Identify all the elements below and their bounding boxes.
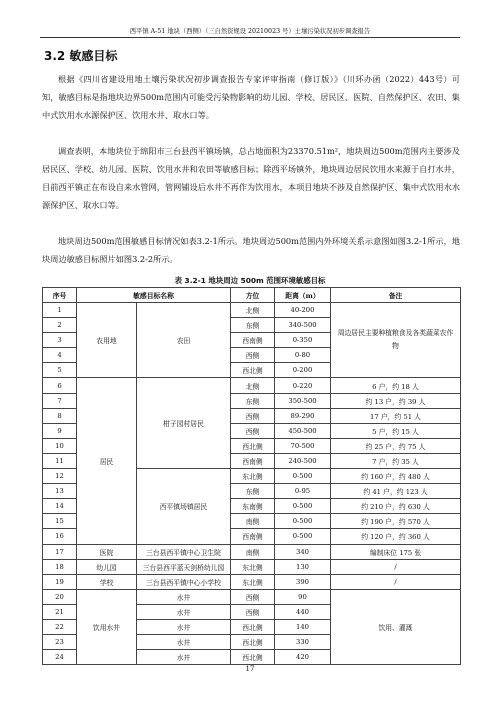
name-well: 水井 <box>137 604 231 619</box>
row-distance: 70-500 <box>275 438 331 453</box>
group-wells: 饮用水井 <box>77 589 137 664</box>
row-direction: 东北侧 <box>231 469 275 484</box>
group-school: 学校 <box>77 574 137 589</box>
row-direction: 东南侧 <box>231 499 275 514</box>
name-kindergarten: 三台县西平蓝天剑桥幼儿园 <box>137 559 231 574</box>
row-direction: 南侧 <box>231 514 275 529</box>
row-direction: 西南侧 <box>231 333 275 348</box>
name-hospital: 三台县西平镇中心卫生院 <box>137 544 231 559</box>
header-no: 序号 <box>43 288 77 303</box>
row-distance: 340 <box>275 544 331 559</box>
row-remark: 约 210 户，约 630 人 <box>331 499 461 514</box>
row-direction: 东侧 <box>231 318 275 333</box>
remark-wells: 饮用、灌溉 <box>331 589 461 664</box>
row-distance: 450-500 <box>275 423 331 438</box>
name-well: 水井 <box>137 619 231 634</box>
row-direction: 西侧 <box>231 348 275 363</box>
name-well: 水井 <box>137 589 231 604</box>
row-distance: 89-290 <box>275 408 331 423</box>
row-remark: 17 户，约 51 人 <box>331 408 461 423</box>
table-row <box>43 574 461 589</box>
page-number: 17 <box>245 665 255 673</box>
row-distance: 0-500 <box>275 529 331 544</box>
row-distance: 0-350 <box>275 333 331 348</box>
row-direction: 西北侧 <box>231 619 275 634</box>
row-no: 8 <box>43 408 77 423</box>
name-orange-village: 柑子园村居民 <box>137 378 231 469</box>
name-well: 水井 <box>137 650 231 665</box>
section-title: 3.2 敏感目标 <box>44 49 118 63</box>
name-town-residents: 西平镇场镇居民 <box>137 469 231 544</box>
row-no: 7 <box>43 393 77 408</box>
row-distance: 0-80 <box>275 348 331 363</box>
name-well: 水井 <box>137 635 231 650</box>
row-distance: 330 <box>275 635 331 650</box>
paragraph-survey: 调查表明，本地块位于绵阳市三台县西平镇场镇，总占地面积为23370.51m²，地块周边500m范围内主要涉及居民区、学校、幼儿园、医院、饮用水井和农田等敏感目标；除西平场镇外，地块周边居民饮用水来源于自打水井，目前西平镇正在布设自来水管网，管网铺设后水井不再作为饮用水，本项目地块不涉及自然保护区、集中式饮用水水源保护区、取水口等。 <box>42 146 460 210</box>
table-header-row <box>43 288 461 303</box>
row-direction: 西北侧 <box>231 635 275 650</box>
row-no: 4 <box>43 348 77 363</box>
header-direction: 方位 <box>231 288 275 303</box>
row-distance: 340-500 <box>275 318 331 333</box>
row-remark: 约 41 户，约 123 人 <box>331 484 461 499</box>
row-direction: 南侧 <box>231 544 275 559</box>
group-kindergarten: 幼儿园 <box>77 559 137 574</box>
paragraph-definition: 根据《四川省建设用地土壤污染状况初步调查报告专家评审指南（修订版）》（川环办函（2022）443号）可知，敏感目标是指地块边界500m范围内可能受污染物影响的幼儿园、学校、居民区、医院、自然保护区、农田、集中式饮用水水源保护区、饮用水井、取水口等。 <box>42 74 460 120</box>
group-farmland: 农用地 <box>77 303 137 378</box>
row-remark: 约 13 户，约 39 人 <box>331 393 461 408</box>
remark-kindergarten: / <box>331 559 461 574</box>
row-no: 10 <box>43 438 77 453</box>
table-row <box>43 378 461 393</box>
row-direction: 西南侧 <box>231 453 275 468</box>
name-farmland: 农田 <box>137 303 231 378</box>
row-direction: 东侧 <box>231 393 275 408</box>
table-row <box>43 589 461 604</box>
row-remark: 约 160 户，约 480 人 <box>331 469 461 484</box>
row-no: 2 <box>43 318 77 333</box>
row-no: 9 <box>43 423 77 438</box>
row-distance: 420 <box>275 650 331 665</box>
group-residents: 居民 <box>77 378 137 544</box>
row-no: 13 <box>43 484 77 499</box>
header-remark: 备注 <box>331 288 461 303</box>
row-no: 3 <box>43 333 77 348</box>
row-no: 12 <box>43 469 77 484</box>
paragraph-table-reference: 地块周边500m范围敏感目标情况如表3.2-1所示。地块周边500m范围内外环境关系示意图如图3.2-1所示，地块周边敏感目标照片如图3.2-2所示。 <box>42 236 460 264</box>
row-remark: 7 户，约 35 人 <box>331 453 461 468</box>
sensitive-targets-table <box>42 287 461 665</box>
row-no: 16 <box>43 529 77 544</box>
name-school: 三台县西平镇中心小学校 <box>137 574 231 589</box>
row-no: 18 <box>43 559 77 574</box>
row-direction: 东北侧 <box>231 574 275 589</box>
row-distance: 240-500 <box>275 453 331 468</box>
row-no: 23 <box>43 635 77 650</box>
row-direction: 西侧 <box>231 604 275 619</box>
remark-hospital: 编制床位 175 张 <box>331 544 461 559</box>
row-direction: 北侧 <box>231 303 275 318</box>
row-no: 22 <box>43 619 77 634</box>
row-no: 1 <box>43 303 77 318</box>
row-distance: 0-500 <box>275 469 331 484</box>
row-no: 6 <box>43 378 77 393</box>
row-direction: 北侧 <box>231 378 275 393</box>
row-distance: 0-500 <box>275 499 331 514</box>
row-direction: 西北侧 <box>231 438 275 453</box>
row-distance: 130 <box>275 559 331 574</box>
row-remark: 约 25 户，约 75 人 <box>331 438 461 453</box>
table-row <box>43 559 461 574</box>
group-hospital: 医院 <box>77 544 137 559</box>
row-distance: 0-500 <box>275 514 331 529</box>
table-row <box>43 544 461 559</box>
row-remark: 6 户，约 18 人 <box>331 378 461 393</box>
row-no: 5 <box>43 363 77 378</box>
row-direction: 西南侧 <box>231 529 275 544</box>
row-no: 17 <box>43 544 77 559</box>
row-no: 21 <box>43 604 77 619</box>
row-no: 14 <box>43 499 77 514</box>
row-no: 20 <box>43 589 77 604</box>
row-distance: 90 <box>275 589 331 604</box>
row-distance: 0-220 <box>275 378 331 393</box>
row-remark: 5 户，约 15 人 <box>331 423 461 438</box>
row-distance: 0-200 <box>275 363 331 378</box>
row-direction: 东侧 <box>231 484 275 499</box>
row-distance: 40-200 <box>275 303 331 318</box>
row-distance: 350-500 <box>275 393 331 408</box>
running-header: 西平镇 A-51 地块（西侧）（三自然资规设 20210023 号）土壤污染状况初步调查报告 <box>129 28 371 35</box>
row-direction: 西侧 <box>231 408 275 423</box>
row-direction: 西北侧 <box>231 650 275 665</box>
header-name: 敏感目标名称 <box>77 288 231 303</box>
row-remark: 约 190 户，约 570 人 <box>331 514 461 529</box>
row-distance: 0-95 <box>275 484 331 499</box>
remark-school: / <box>331 574 461 589</box>
row-distance: 440 <box>275 604 331 619</box>
row-direction: 西侧 <box>231 423 275 438</box>
row-no: 15 <box>43 514 77 529</box>
row-distance: 390 <box>275 574 331 589</box>
row-direction: 西北侧 <box>231 363 275 378</box>
table-row <box>43 303 461 318</box>
table-caption: 表 3.2-1 地块周边 500m 范围环境敏感目标 <box>174 276 326 285</box>
header-distance: 距离（m） <box>275 288 331 303</box>
row-no: 19 <box>43 574 77 589</box>
row-no: 11 <box>43 453 77 468</box>
row-distance: 140 <box>275 619 331 634</box>
row-remark: 约 120 户，约 360 人 <box>331 529 461 544</box>
row-no: 24 <box>43 650 77 665</box>
header-rule <box>40 37 460 38</box>
remark-farmland: 周边居民主要种植粮食及各类蔬菜农作物 <box>331 303 461 378</box>
row-direction: 东北侧 <box>231 559 275 574</box>
row-direction: 西侧 <box>231 589 275 604</box>
